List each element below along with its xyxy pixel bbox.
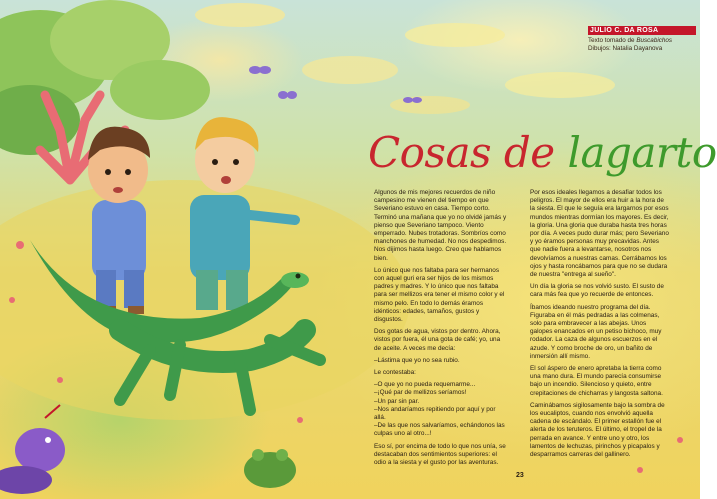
text-column-left: [374, 189, 508, 471]
title-part-2: lagarto: [567, 128, 717, 177]
title-part-1: Cosas de: [368, 128, 568, 177]
paragraph: Lo único que nos faltaba para ser hermanos con aquel guri era ser hijos de los mismos padres y madres. Y lo único que nos faltaba para ser mellizos era tener el mismo color y el mismo pelo. En todo lo demás éramos idénticos: edades, tamaños, gustos y disgustos.: [374, 266, 505, 324]
paragraph: El sol áspero de enero apretaba la tierra como una mano dura. El mundo parecía consumirse bajo un incendio. Silencioso y quieto, entre crepitaciones de chicharras y langosta saltona.: [530, 365, 663, 397]
tree-foliage: [110, 60, 210, 120]
page-number: 23: [516, 472, 524, 479]
paragraph: Por esos ideales llegamos a desafiar todos los peligros. El mayor de ellos era huir a la hora de la siesta. El que le seguía era largarnos por esos mundos mientras dormían los mayores. Es decir, la gloria. Una gloria que duraba hasta tres horas por día. A veces pudo durar más; pero Severiano y yo éramos personas muy precavidas. Antes que nadie fuera a levantarse, nosotros nos devolvíamos a nuestras camas. Cerrábamos los ojos y hasta roncábamos para que no se dudara de nuestra "entrega al sueño".: [530, 189, 669, 279]
source-book-title: Buscabichos: [636, 37, 673, 44]
paragraph: Eso sí, por encima de todo lo que nos unía, se destacaban dos sentimientos superiores: el odio a la siesta y el gusto por las aventuras.: [374, 442, 506, 467]
text-column-right: [530, 189, 670, 463]
paragraph: Le contestaba:: [374, 369, 416, 377]
paragraph: –Nos andaríamos repitiendo por aquí y por allá.: [374, 405, 496, 422]
bird: [0, 405, 65, 494]
paragraph: Un día la gloria se nos volvió susto. El susto de cara más fea que yo recuerde de entonces.: [530, 283, 664, 299]
paragraph: Dos gotas de agua, vistos por dentro. Ahora, vistos por fuera, él una gota de café; yo, una de aceite. A veces me decía:: [374, 328, 501, 352]
cloud: [405, 23, 505, 47]
illustrator-credit: Dibujos: Natalia Dayanova: [588, 45, 663, 52]
author-name: JULIO C. DA ROSA: [590, 27, 659, 34]
source-credit: [588, 37, 672, 44]
paragraph: –Un par sin par.: [374, 397, 420, 405]
paragraph: Caminábamos sigilosamente bajo la sombra de los eucaliptos, cuando nos envolvió aquella cadena de escándalo. El primer estallón fue el alerta de los teruteros. El último, el tropel de la perrada en avance. Y entre uno y otro, los lamentos de lechuzas, pirinchos y picapalos y desparramos carreras del gallinero.: [530, 401, 665, 459]
cloud: [505, 72, 615, 98]
paragraph: Íbamos ideando nuestro programa del día. Figuraba en él más pedradas a las colmenas, solo para embravecer a las abejas. Unos galopes enancados en un petiso bichoco, muy rodador. La caza de algunos escuerzos en el azude. Y como broche de oro, un bañito de inmersión allí mismo.: [530, 303, 662, 360]
paragraph: –¡Qué par de mellizos seríamos!: [374, 389, 467, 397]
paragraph: Algunos de mis mejores recuerdos de niño campesino me vienen del tiempo en que Severiano estuvo en casa. Tiempo corto. Terminó una mañana que yo no olvidé jamás y pienso que Severiano tampoco. Viento emperrado. Nubes trotadoras. Sombríos como manchones de humedad. No nos despedimos. Nos dijimos hasta luego. Creo que hablamos bien.: [374, 189, 507, 262]
paragraph: –De las que nos salvaríamos, echándonos las culpas uno al otro...!: [374, 422, 505, 438]
cloud: [390, 96, 470, 114]
paragraph: –Lástima que yo no sea rubio.: [374, 356, 460, 364]
story-title: [368, 128, 717, 178]
cloud: [195, 3, 285, 27]
cloud: [302, 56, 398, 84]
frog: [244, 449, 296, 488]
paragraph: –O que yo no pueda requemarme...: [374, 381, 476, 389]
source-credit-prefix: Texto tomado de: [588, 37, 637, 44]
